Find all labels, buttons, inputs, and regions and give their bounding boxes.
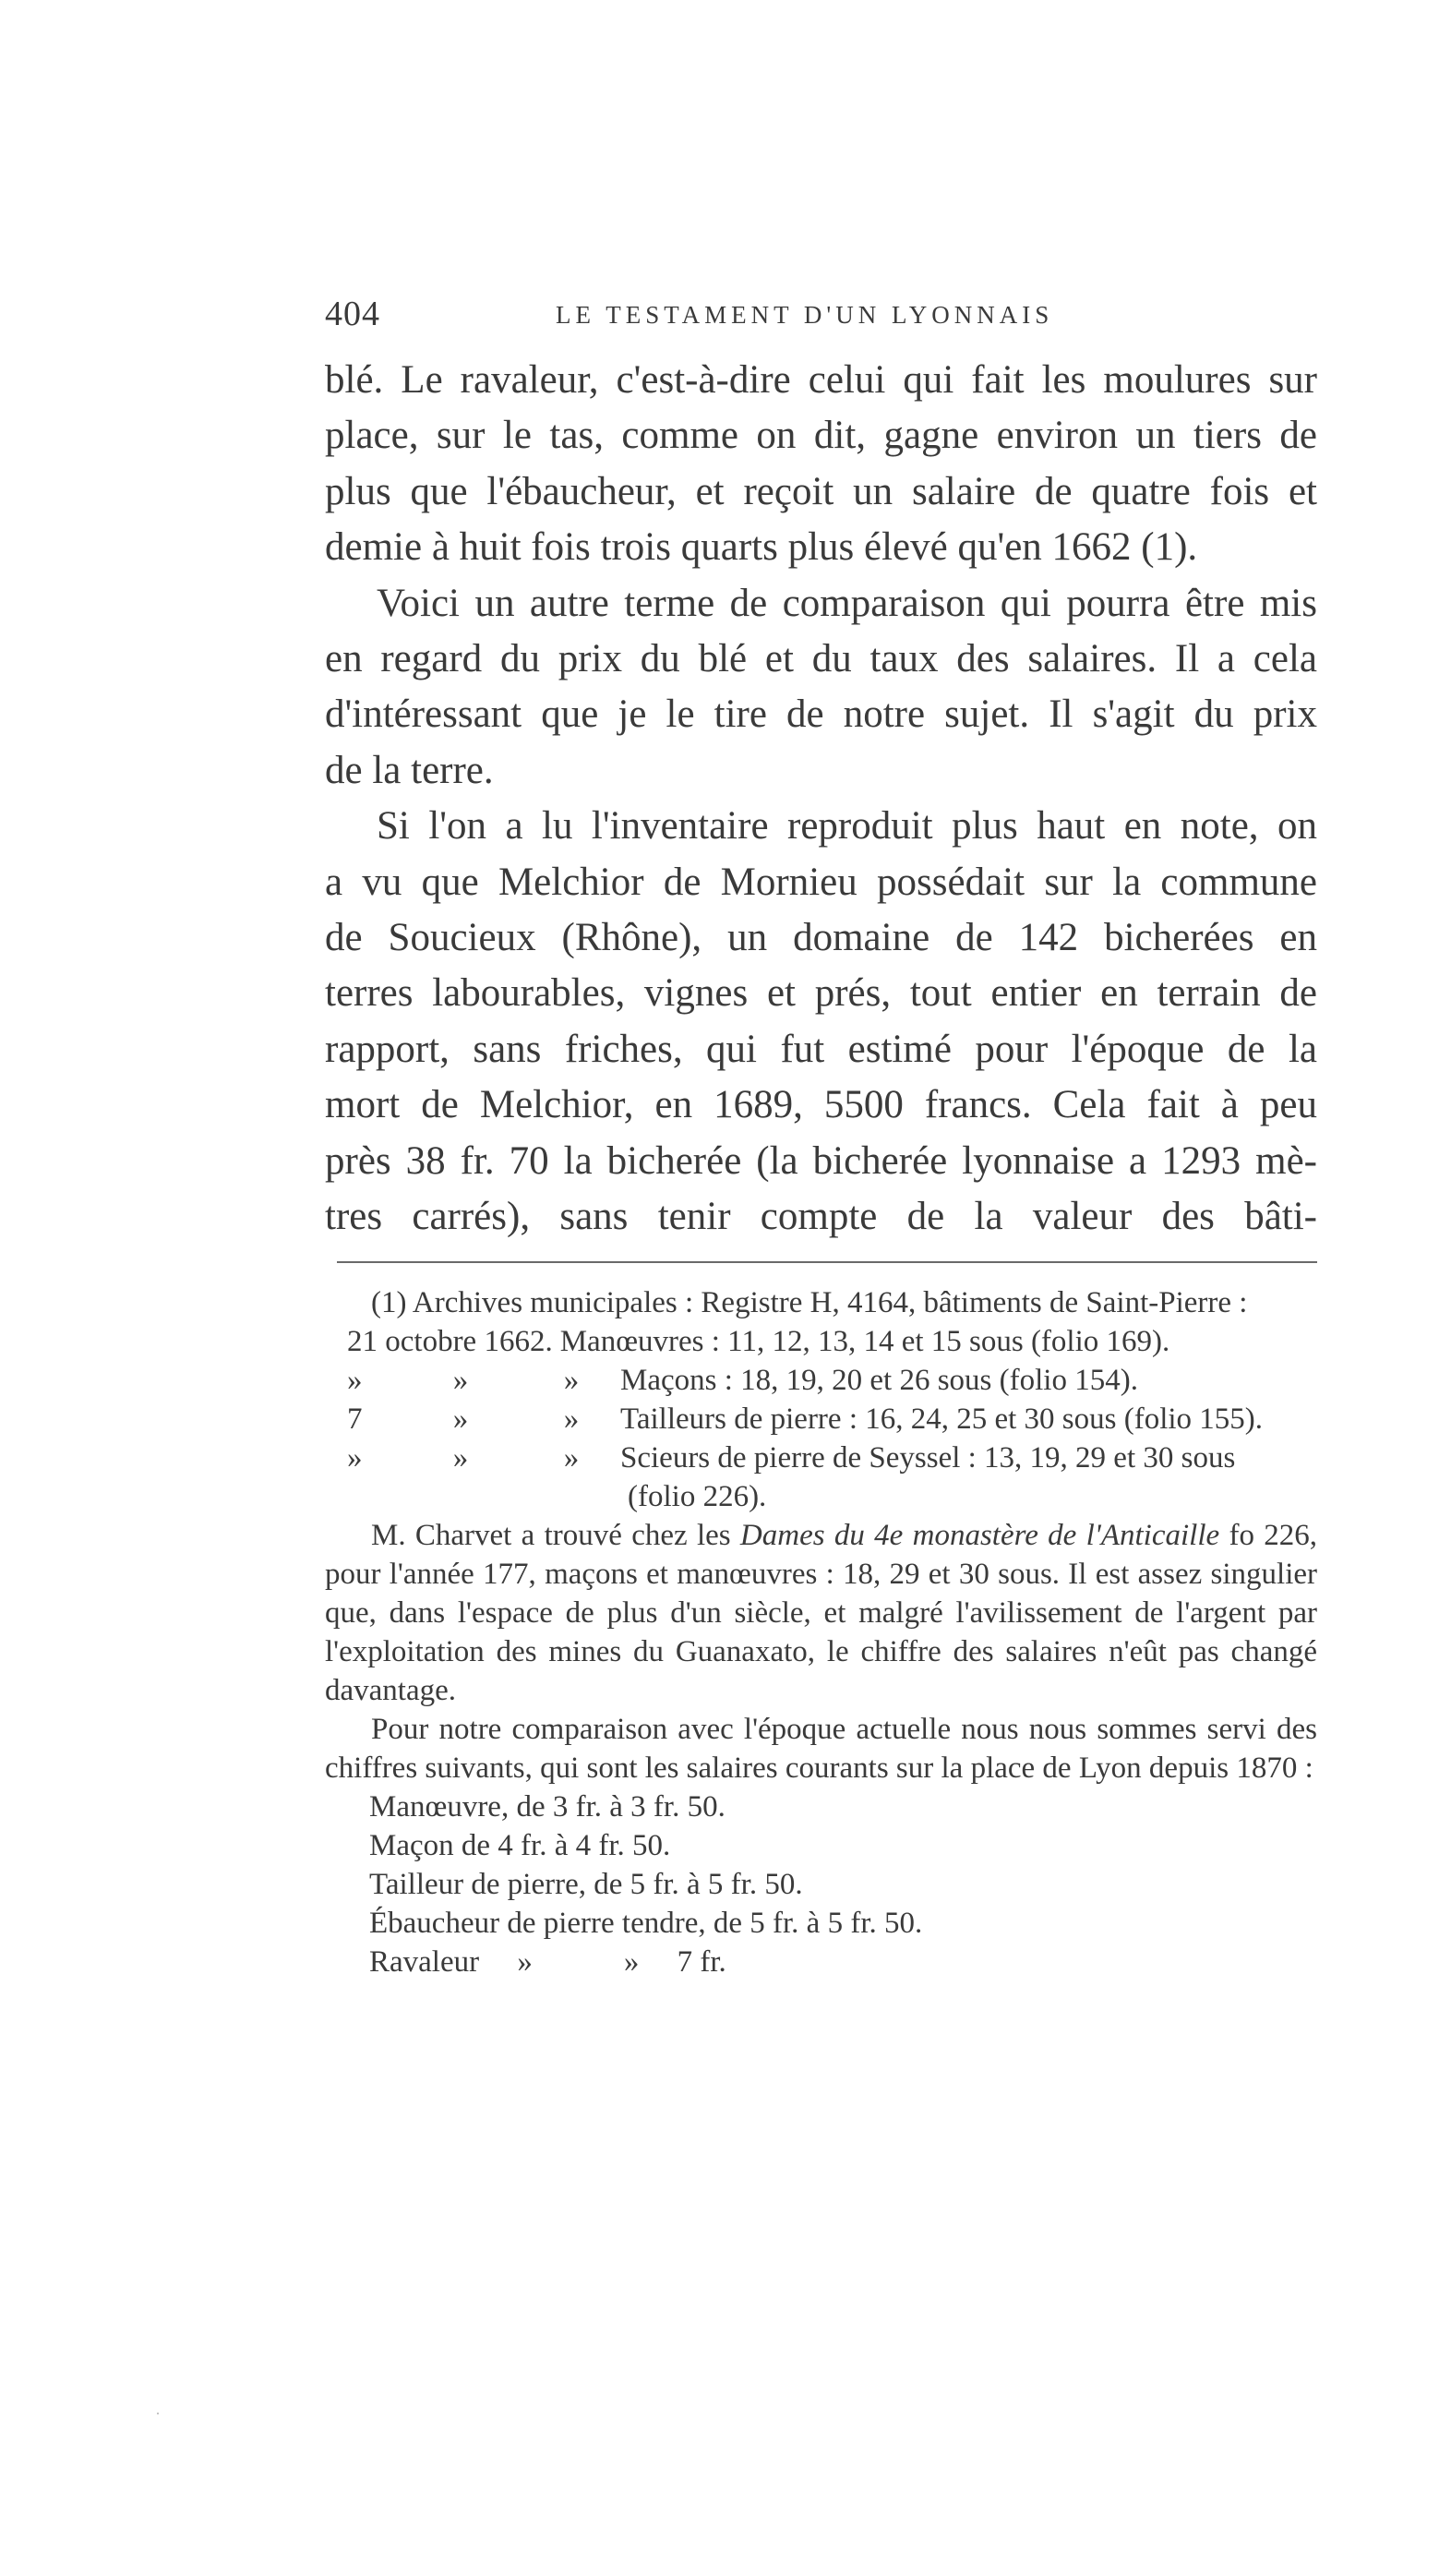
wage-year: » [563,1364,580,1397]
charvet-paragraph [325,1516,1317,1710]
text-line: mort de Melchior, en 1689, 5500 francs. Cela fait à peu [325,1083,1317,1127]
footnote-intro: (1) Archives municipales : Registre H, 4164, bâtiments de Saint-Pierre : [371,1286,1248,1319]
wage-row [325,1438,1317,1516]
current-wage-item: Manœuvre, de 3 fr. à 3 fr. 50. [369,1790,725,1824]
text-line: a vu que Melchior de Mornieu possédait sur la commune [325,860,1317,904]
charvet-text-start: M. Charvet a trouvé chez les [371,1519,740,1552]
running-header [325,294,1317,340]
wage-day: » [347,1441,363,1475]
wage-month: » [452,1364,469,1397]
footnote-commentary [325,1516,1317,1981]
running-title: LE TESTAMENT D'UN LYONNAIS [556,301,1054,329]
wage-table-1662 [325,1322,1317,1516]
wage-year: » [563,1441,580,1475]
text-line: près 38 fr. 70 la bicherée (la bicherée lyonnaise a 1293 mè- [325,1138,1317,1183]
page-number: 404 [325,295,380,333]
wage-trade: Manœuvres : 11, 12, 13, 14 et 15 sous (folio 169). [559,1325,1170,1358]
wage-row [325,1400,1317,1438]
wage-month: » [452,1402,469,1436]
text-line: d'intéressant que je le tire de notre sujet. Il s'agit du prix [325,692,1317,737]
charvet-text-end: fo 226, pour l'année 177, maçons et manœuvres : 18, 29 et 30 sous. Il est assez singulier que, dans l'espace de plus d'un siècle, et malgré l'avilissement de l'argent par l'exploitation des mines du Guanaxato, le chiffre des salaires n'eût pas changé davantage. [325,1519,1317,1707]
text-line: place, sur le tas, comme on dit, gagne environ un tiers de [325,414,1317,458]
wage-row [325,1361,1317,1400]
text-line: blé. Le ravaleur, c'est-à-dire celui qui fait les moulures sur [325,358,1317,402]
text-line: Voici un autre terme de comparaison qui pourra être mis [377,581,1317,625]
text-line: de la terre. [325,748,494,792]
text-line: en regard du prix du blé et du taux des salaires. Il a cela [325,637,1317,681]
text-line: Si l'on a lu l'inventaire reproduit plus haut en note, on [377,804,1317,849]
wage-trade: Tailleurs de pierre : 16, 24, 25 et 30 sous (folio 155). [620,1402,1264,1436]
footnote-divider [337,1261,1317,1263]
wage-row [325,1322,1317,1361]
paragraph-3 [325,799,1317,1245]
wage-date: 21 octobre 1662. [347,1325,553,1358]
wage-trade-text: Scieurs de pierre de Seyssel : 13, 19, 29 et 30 sous [620,1441,1236,1475]
current-wage-item: Ébaucheur de pierre tendre, de 5 fr. à 5 fr. 50. [369,1907,923,1940]
text-line: demie à huit fois trois quarts plus élevé qu'en 1662 (1). [325,525,1198,570]
paragraph-2 [325,576,1317,800]
comparison-paragraph: Pour notre comparaison avec l'époque actuelle nous nous sommes servi des chiffres suivants, qui sont les salaires courants sur la place de Lyon depuis 1870 : [325,1713,1317,1785]
paper-speck: · [155,2404,161,2423]
current-wage-item: Maçon de 4 fr. à 4 fr. 50. [369,1829,671,1862]
text-line: tres carrés), sans tenir compte de la valeur des bâti- [325,1195,1317,1239]
current-wage-item: Tailleur de pierre, de 5 fr. à 5 fr. 50. [369,1868,803,1901]
text-line: plus que l'ébaucheur, et reçoit un salaire de quatre fois et [325,469,1317,513]
wage-trade-continuation: (folio 226). [628,1480,767,1513]
text-line: de Soucieux (Rhône), un domaine de 142 bicherées en [325,916,1317,960]
charvet-source-title: Dames du 4e monastère de l'Anticaille [739,1519,1220,1552]
wage-day: » [347,1364,363,1397]
text-line: terres labourables, vignes et prés, tout entier en terrain de [325,971,1317,1016]
current-wage-item: Ravaleur » » 7 fr. [369,1945,726,1979]
wage-year: » [563,1402,580,1436]
text-line: rapport, sans friches, qui fut estimé pour l'époque de la [325,1027,1317,1071]
main-text [325,353,1317,1246]
paragraph-1 [325,353,1317,576]
wage-trade: Maçons : 18, 19, 20 et 26 sous (folio 154). [620,1364,1138,1397]
wage-trade [613,1438,1317,1516]
wage-day: 7 [347,1402,363,1436]
footnote [325,1283,1317,1981]
wage-month: » [452,1441,469,1475]
